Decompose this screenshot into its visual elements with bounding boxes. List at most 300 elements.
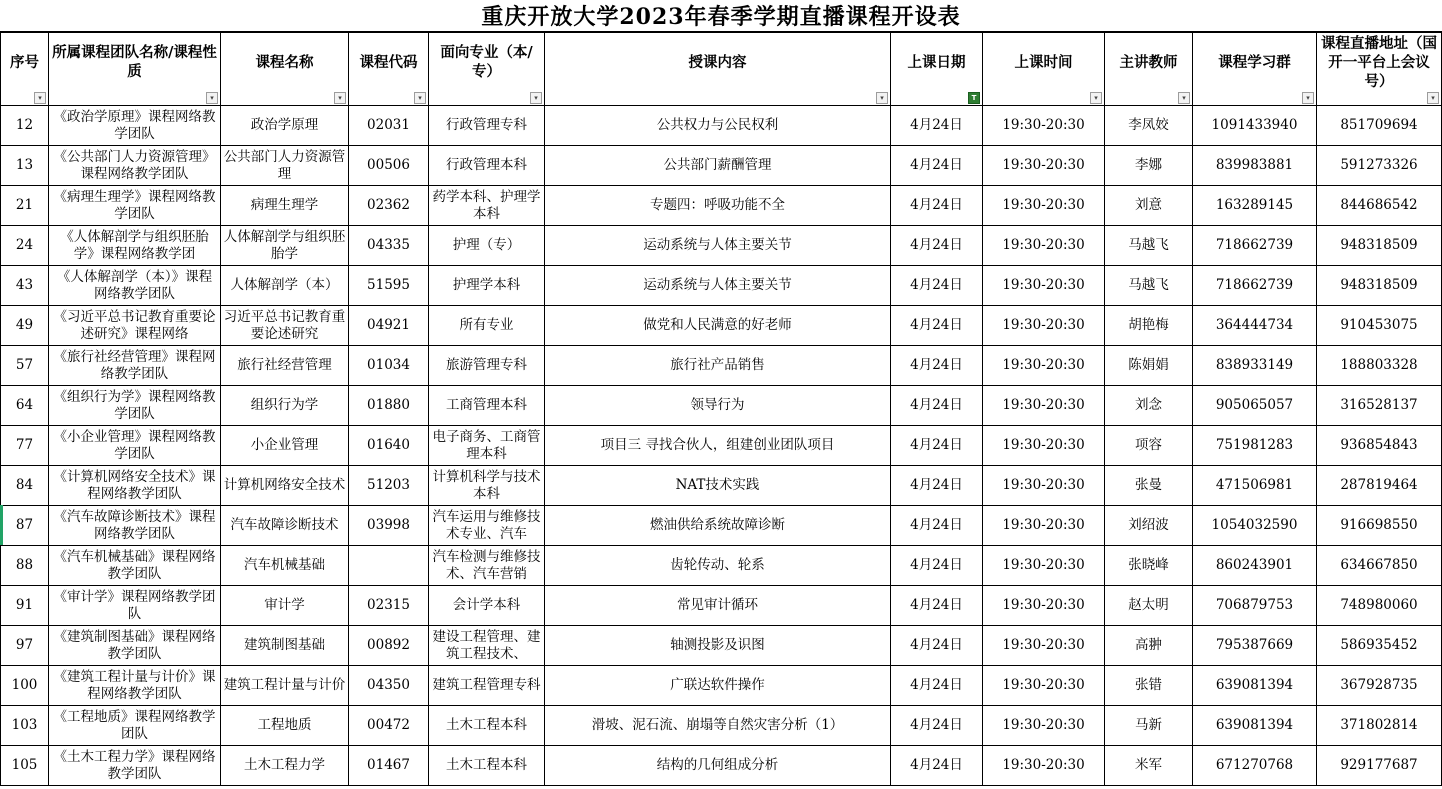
cell-course-name-text: 建筑工程计量与计价 [223,677,346,693]
cell-major[interactable] [429,266,545,306]
cell-date[interactable] [891,666,983,706]
cell-content-text: 轴测投影及识图 [670,637,765,653]
cell-teacher-text: 李凤姣 [1128,117,1169,133]
cell-content[interactable] [545,746,891,786]
cell-teacher[interactable] [1105,426,1193,466]
table-row [1,626,1442,666]
cell-date[interactable] [891,626,983,666]
cell-team-text: 《公共部门人力资源管理》课程网络教学团队 [53,148,216,182]
cell-major[interactable] [429,466,545,506]
cell-teacher[interactable] [1105,626,1193,666]
cell-course-code[interactable] [349,706,429,746]
cell-date[interactable] [891,266,983,306]
cell-group-text: 905065057 [1215,397,1294,413]
cell-seq[interactable] [1,186,49,226]
cell-team-text: 《建筑制图基础》课程网络教学团队 [53,628,216,662]
cell-course-code[interactable] [349,226,429,266]
cell-date[interactable] [891,106,983,146]
cell-major[interactable] [429,146,545,186]
table-row [1,746,1442,786]
cell-team[interactable] [49,226,221,266]
cell-major[interactable] [429,706,545,746]
cell-live[interactable] [1317,706,1442,746]
cell-time[interactable] [983,666,1105,706]
cell-team-text: 《组织行为学》课程网络教学团队 [53,388,216,422]
cell-date[interactable] [891,546,983,586]
cell-content[interactable] [545,426,891,466]
filter-dropdown-icon[interactable]: ▾ [34,92,46,104]
cell-live[interactable] [1317,266,1442,306]
cell-date-text: 4月24日 [910,277,963,293]
cell-content[interactable] [545,666,891,706]
cell-team[interactable] [49,146,221,186]
cell-course-name[interactable] [221,626,349,666]
cell-content[interactable] [545,106,891,146]
header-course-name [221,33,349,106]
cell-major[interactable] [429,506,545,546]
cell-content-text: NAT技术实践 [675,477,760,493]
cell-course-code[interactable] [349,586,429,626]
cell-course-name-text: 审计学 [264,597,305,613]
cell-teacher[interactable] [1105,746,1193,786]
cell-teacher-text: 李娜 [1135,157,1162,173]
cell-course-code-text: 01034 [367,357,410,373]
cell-seq[interactable] [1,386,49,426]
cell-time-text: 19:30-20:30 [1002,477,1085,493]
cell-time[interactable] [983,186,1105,226]
cell-content[interactable] [545,146,891,186]
cell-date[interactable] [891,746,983,786]
cell-time[interactable] [983,706,1105,746]
cell-seq[interactable] [1,746,49,786]
cell-group[interactable] [1193,106,1317,146]
cell-seq[interactable] [1,506,49,546]
cell-course-code[interactable] [349,506,429,546]
cell-live-text: 748980060 [1340,597,1418,613]
cell-team[interactable] [49,186,221,226]
cell-course-code[interactable] [349,346,429,386]
table-row [1,506,1442,546]
cell-seq[interactable] [1,266,49,306]
cell-course-name[interactable] [221,666,349,706]
table-row [1,146,1442,186]
cell-major[interactable] [429,626,545,666]
cell-major[interactable] [429,106,545,146]
cell-seq[interactable] [1,106,49,146]
cell-date-text: 4月24日 [910,397,963,413]
cell-group[interactable] [1193,426,1317,466]
cell-time[interactable] [983,146,1105,186]
cell-course-name[interactable] [221,506,349,546]
cell-seq-text: 43 [15,277,34,293]
cell-course-code[interactable] [349,306,429,346]
cell-live[interactable] [1317,306,1442,346]
sheet-title-text: 重庆开放大学2023年春季学期直播课程开设表 [481,4,961,30]
header-major-label: 面向专业（本/专） [440,44,533,80]
cell-seq[interactable] [1,666,49,706]
cell-major-text: 护理学本科 [452,277,521,293]
cell-content[interactable] [545,186,891,226]
cell-time[interactable] [983,346,1105,386]
cell-live-text: 371802814 [1340,717,1418,733]
filter-dropdown-icon[interactable]: ▾ [206,92,218,104]
cell-course-code[interactable] [349,106,429,146]
cell-course-code[interactable] [349,466,429,506]
cell-group-text: 718662739 [1215,237,1294,253]
cell-date-text: 4月24日 [910,557,963,573]
filter-dropdown-icon[interactable]: ▾ [334,92,346,104]
cell-team[interactable] [49,626,221,666]
cell-live[interactable] [1317,506,1442,546]
cell-group[interactable] [1193,186,1317,226]
cell-major[interactable] [429,746,545,786]
cell-date[interactable] [891,346,983,386]
filter-dropdown-icon[interactable]: ▾ [876,92,888,104]
cell-course-name-text: 政治学原理 [250,117,319,133]
cell-major[interactable] [429,386,545,426]
table-row [1,106,1442,146]
cell-course-name[interactable] [221,746,349,786]
cell-seq[interactable] [1,546,49,586]
cell-major-text: 汽车运用与维修技术专业、汽车 [432,508,541,542]
cell-course-code-text: 02031 [367,117,410,133]
cell-course-name[interactable] [221,546,349,586]
cell-course-name[interactable] [221,226,349,266]
cell-team[interactable] [49,266,221,306]
cell-major[interactable] [429,426,545,466]
cell-course-name[interactable] [221,266,349,306]
cell-time[interactable] [983,506,1105,546]
cell-group-text: 751981283 [1215,437,1294,453]
cell-major[interactable] [429,346,545,386]
cell-teacher[interactable] [1105,466,1193,506]
cell-course-name[interactable] [221,346,349,386]
cell-course-name[interactable] [221,306,349,346]
cell-content[interactable] [545,466,891,506]
cell-course-code[interactable] [349,386,429,426]
cell-date-text: 4月24日 [910,437,963,453]
cell-course-name-text: 人体解剖学与组织胚胎学 [223,228,346,262]
cell-time[interactable] [983,266,1105,306]
cell-course-name-text: 汽车故障诊断技术 [230,517,339,533]
cell-time-text: 19:30-20:30 [1002,317,1085,333]
cell-seq[interactable] [1,146,49,186]
cell-seq-text: 88 [15,557,34,573]
cell-major-text: 护理（专） [452,237,521,253]
cell-course-code[interactable] [349,546,429,586]
cell-major[interactable] [429,186,545,226]
cell-teacher-text: 米军 [1135,757,1162,773]
cell-group[interactable] [1193,306,1317,346]
cell-time-text: 19:30-20:30 [1002,637,1085,653]
cell-team-text: 《小企业管理》课程网络教学团队 [53,428,216,462]
cell-group[interactable] [1193,386,1317,426]
cell-seq[interactable] [1,226,49,266]
cell-team[interactable] [49,746,221,786]
cell-course-name[interactable] [221,466,349,506]
cell-live[interactable] [1317,626,1442,666]
cell-live[interactable] [1317,746,1442,786]
header-date-label: 上课日期 [907,53,966,71]
cell-team[interactable] [49,706,221,746]
cell-date[interactable] [891,186,983,226]
cell-group[interactable] [1193,466,1317,506]
cell-date[interactable] [891,226,983,266]
cell-live[interactable] [1317,666,1442,706]
cell-major-text: 汽车检测与维修技术、汽车营销 [432,548,541,582]
cell-live[interactable] [1317,386,1442,426]
cell-group-text: 1054032590 [1211,517,1298,533]
header-team-label: 所属课程团队名称/课程性质 [52,44,217,80]
cell-group[interactable] [1193,706,1317,746]
cell-teacher-text: 刘意 [1135,197,1162,213]
cell-course-name-text: 建筑制图基础 [244,637,325,653]
cell-time[interactable] [983,586,1105,626]
cell-live[interactable] [1317,346,1442,386]
filter-dropdown-icon[interactable]: ▾ [1090,92,1102,104]
cell-group-text: 860243901 [1215,557,1294,573]
cell-date-text: 4月24日 [910,357,963,373]
cell-major-text: 会计学本科 [452,597,521,613]
cell-date[interactable] [891,706,983,746]
cell-team-text: 《病理生理学》课程网络教学团队 [53,188,216,222]
cell-group[interactable] [1193,346,1317,386]
cell-live-text: 316528137 [1340,397,1418,413]
cell-date[interactable] [891,426,983,466]
cell-course-code-text: 01880 [367,397,410,413]
cell-teacher-text: 马越飞 [1128,237,1169,253]
cell-major-text: 行政管理专科 [446,117,527,133]
cell-teacher[interactable] [1105,386,1193,426]
cell-time[interactable] [983,546,1105,586]
cell-live[interactable] [1317,226,1442,266]
cell-live-text: 634667850 [1340,557,1418,573]
cell-course-code-text: 04921 [367,317,410,333]
cell-content[interactable] [545,586,891,626]
cell-seq-text: 64 [15,397,34,413]
cell-group-text: 718662739 [1215,277,1294,293]
cell-date[interactable] [891,506,983,546]
cell-teacher[interactable] [1105,346,1193,386]
cell-time[interactable] [983,106,1105,146]
cell-teacher[interactable] [1105,146,1193,186]
header-date [891,33,983,106]
cell-content[interactable] [545,706,891,746]
header-live [1317,33,1442,106]
cell-live[interactable] [1317,546,1442,586]
cell-course-code[interactable] [349,626,429,666]
cell-team[interactable] [49,306,221,346]
cell-time[interactable] [983,746,1105,786]
cell-date[interactable] [891,586,983,626]
cell-live-text: 188803328 [1340,357,1418,373]
cell-content[interactable] [545,346,891,386]
cell-date-text: 4月24日 [910,517,963,533]
cell-teacher-text: 高翀 [1135,637,1162,653]
cell-seq-text: 12 [15,117,34,133]
cell-course-name-text: 组织行为学 [250,397,319,413]
cell-group[interactable] [1193,626,1317,666]
cell-seq[interactable] [1,306,49,346]
cell-date[interactable] [891,306,983,346]
filter-dropdown-icon[interactable]: ▾ [530,92,542,104]
cell-group[interactable] [1193,226,1317,266]
cell-content[interactable] [545,546,891,586]
cell-group[interactable] [1193,546,1317,586]
cell-teacher-text: 张晓峰 [1128,557,1169,573]
cell-course-name[interactable] [221,706,349,746]
cell-team[interactable] [49,106,221,146]
cell-time-text: 19:30-20:30 [1002,557,1085,573]
cell-live-text: 591273326 [1340,157,1418,173]
cell-team-text: 《习近平总书记教育重要论述研究》课程网络 [53,308,216,342]
cell-group[interactable] [1193,586,1317,626]
cell-course-name[interactable] [221,386,349,426]
cell-course-code[interactable] [349,426,429,466]
cell-group-text: 639081394 [1215,677,1294,693]
filter-applied-icon[interactable]: T [968,92,980,104]
cell-time-text: 19:30-20:30 [1002,237,1085,253]
cell-seq-text: 103 [11,717,38,733]
cell-team[interactable] [49,466,221,506]
cell-content-text: 滑坡、泥石流、崩塌等自然灾害分析（1） [591,717,844,733]
cell-seq[interactable] [1,626,49,666]
cell-team[interactable] [49,666,221,706]
cell-major-text: 电子商务、工商管理本科 [432,428,541,462]
cell-date-text: 4月24日 [910,157,963,173]
cell-teacher[interactable] [1105,266,1193,306]
header-teacher-label: 主讲教师 [1119,53,1178,71]
header-seq [1,33,49,106]
cell-group[interactable] [1193,266,1317,306]
cell-content[interactable] [545,306,891,346]
filter-dropdown-icon[interactable]: ▾ [1178,92,1190,104]
cell-course-code[interactable] [349,186,429,226]
cell-course-code-text: 02362 [367,197,410,213]
cell-content[interactable] [545,266,891,306]
cell-time[interactable] [983,226,1105,266]
cell-teacher[interactable] [1105,226,1193,266]
cell-team[interactable] [49,426,221,466]
cell-course-code[interactable] [349,146,429,186]
cell-date[interactable] [891,146,983,186]
cell-content-text: 领导行为 [690,397,745,413]
cell-live[interactable] [1317,426,1442,466]
cell-course-name[interactable] [221,186,349,226]
cell-teacher[interactable] [1105,306,1193,346]
cell-group-text: 471506981 [1215,477,1294,493]
cell-course-name[interactable] [221,586,349,626]
cell-team[interactable] [49,386,221,426]
table-row [1,426,1442,466]
cell-course-code[interactable] [349,666,429,706]
cell-course-name[interactable] [221,426,349,466]
cell-group[interactable] [1193,146,1317,186]
cell-group[interactable] [1193,666,1317,706]
cell-date[interactable] [891,386,983,426]
cell-course-code[interactable] [349,266,429,306]
cell-teacher[interactable] [1105,506,1193,546]
cell-group[interactable] [1193,506,1317,546]
cell-teacher[interactable] [1105,586,1193,626]
cell-time[interactable] [983,426,1105,466]
cell-teacher[interactable] [1105,546,1193,586]
cell-teacher[interactable] [1105,666,1193,706]
header-seq-label: 序号 [10,53,39,71]
cell-content-text: 旅行社产品销售 [670,357,765,373]
cell-time[interactable] [983,626,1105,666]
cell-seq[interactable] [1,706,49,746]
cell-team[interactable] [49,346,221,386]
cell-team-text: 《旅行社经营管理》课程网络教学团队 [53,348,216,382]
cell-content[interactable] [545,386,891,426]
cell-course-name[interactable] [221,106,349,146]
cell-live[interactable] [1317,106,1442,146]
table-row [1,226,1442,266]
filter-dropdown-icon[interactable]: ▾ [414,92,426,104]
cell-seq[interactable] [1,466,49,506]
cell-team-text: 《政治学原理》课程网络教学团队 [53,108,216,142]
cell-seq[interactable] [1,426,49,466]
table-row [1,306,1442,346]
cell-major[interactable] [429,546,545,586]
selection-indicator [0,505,3,545]
filter-dropdown-icon[interactable]: ▾ [1302,92,1314,104]
cell-live[interactable] [1317,466,1442,506]
cell-time-text: 19:30-20:30 [1002,677,1085,693]
cell-content[interactable] [545,506,891,546]
cell-major-text: 药学本科、护理学本科 [432,188,541,222]
cell-major-text: 所有专业 [459,317,514,333]
cell-teacher[interactable] [1105,706,1193,746]
cell-time[interactable] [983,386,1105,426]
cell-time-text: 19:30-20:30 [1002,717,1085,733]
header-course-name-label: 课程名称 [255,53,314,71]
cell-course-code-text: 04335 [367,237,410,253]
cell-teacher[interactable] [1105,106,1193,146]
cell-date-text: 4月24日 [910,477,963,493]
cell-teacher[interactable] [1105,186,1193,226]
cell-seq[interactable] [1,586,49,626]
cell-time[interactable] [983,306,1105,346]
cell-group[interactable] [1193,746,1317,786]
cell-team[interactable] [49,586,221,626]
cell-team[interactable] [49,506,221,546]
cell-time[interactable] [983,466,1105,506]
cell-live[interactable] [1317,586,1442,626]
cell-major[interactable] [429,586,545,626]
cell-content[interactable] [545,626,891,666]
cell-course-name[interactable] [221,146,349,186]
cell-live[interactable] [1317,146,1442,186]
cell-team-text: 《工程地质》课程网络教学团队 [53,708,216,742]
cell-major[interactable] [429,666,545,706]
cell-seq-text: 57 [15,357,34,373]
cell-date[interactable] [891,466,983,506]
cell-major[interactable] [429,226,545,266]
cell-live[interactable] [1317,186,1442,226]
cell-seq[interactable] [1,346,49,386]
cell-course-code[interactable] [349,746,429,786]
cell-content[interactable] [545,226,891,266]
header-time-label: 上课时间 [1014,53,1073,71]
cell-major[interactable] [429,306,545,346]
cell-team[interactable] [49,546,221,586]
table-row [1,186,1442,226]
cell-content-text: 燃油供给系统故障诊断 [650,517,785,533]
cell-teacher-text: 马越飞 [1128,277,1169,293]
filter-dropdown-icon[interactable]: ▾ [1427,92,1439,104]
